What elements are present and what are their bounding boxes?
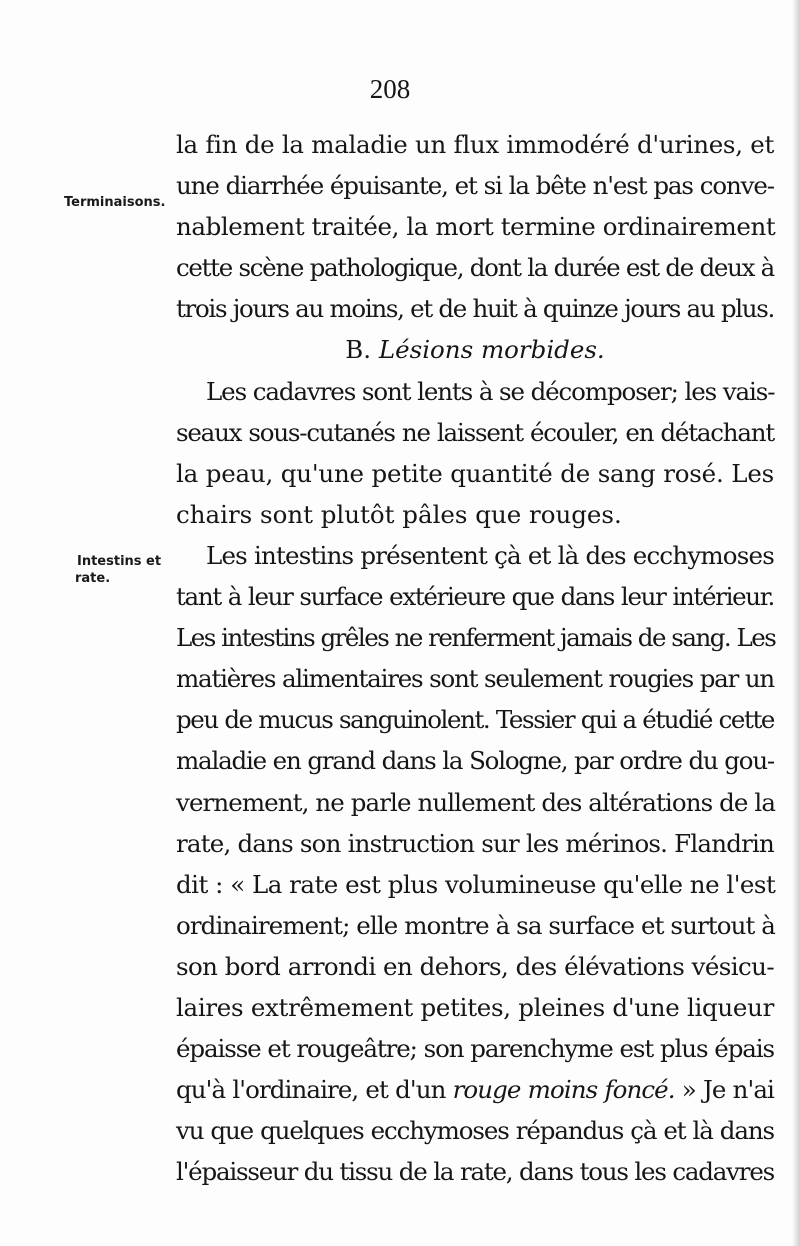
text-line: l'épaisseur du tissu de la rate, dans tous les cadavres [176,1157,774,1187]
text-line: laires extrêmement petites, pleines d'une liqueur [176,992,774,1022]
text-line-with-italic [176,1069,774,1110]
text-line: maladie en grand dans la Sologne, par ordre du gou- [176,746,774,776]
text-line: trois jours au moins, et de huit à quinze jours au plus. [176,294,774,324]
text-segment: qu'à l'ordinaire, et d'un [176,1075,446,1105]
text-line: la fin de la maladie un flux immodéré d'urines, et [176,130,774,159]
text-line: une diarrhée épuisante, et si la bête n'est pas conve- [176,171,774,201]
margin-note-terminaisons: Terminaisons. [64,195,166,210]
text-line: son bord arrondi en dehors, des élévations vésicu- [176,951,774,981]
page-edge-shadow [792,0,800,1246]
text-line: tant à leur surface extérieure que dans leur intérieur. [176,582,774,612]
italic-segment: rouge moins foncé. [452,1075,675,1105]
text-line: chairs sont plutôt pâles que rouges. [176,499,622,529]
text-line: seaux sous-cutanés ne laissent écouler, en détachant [176,417,774,447]
text-line: rate, dans son instruction sur les mérinos. Flandrin [176,828,774,858]
body-text [176,124,774,1192]
page-number: 208 [369,74,411,104]
text-line: vernement, ne parle nullement des altérations de la [176,787,776,817]
text-line: peu de mucus sanguinolent. Tessier qui a étudié cette [176,705,774,735]
text-line: la peau, qu'une petite quantité de sang rosé. Les [176,458,774,488]
text-line: dit : « La rate est plus volumineuse qu'elle ne l'est [176,869,776,899]
margin-note-line: rate. [75,571,111,586]
section-heading [176,329,774,370]
text-line: vu que quelques ecchymoses répandus çà et là dans [176,1116,774,1146]
text-line: ordinairement; elle montre à sa surface et surtout à [176,910,775,940]
section-heading-prefix: B. [345,335,372,365]
text-line: nablement traitée, la mort termine ordinairement [176,212,776,242]
text-line: Les intestins grêles ne renferment jamais de sang. Les [176,623,776,653]
text-segment: » Je n'ai [681,1075,774,1105]
section-heading-title: Lésions morbides. [378,335,605,365]
text-line: cette scène pathologique, dont la durée est de deux à [176,253,774,283]
text-line: épaisse et rougeâtre; son parenchyme est plus épais [176,1034,774,1064]
text-line: matières alimentaires sont seulement rougies par un [176,664,774,694]
text-line: Les intestins présentent çà et là des ecchymoses [206,540,774,570]
text-line: Les cadavres sont lents à se décomposer; les vais- [206,376,775,406]
margin-note-line: Intestins et [77,554,162,569]
